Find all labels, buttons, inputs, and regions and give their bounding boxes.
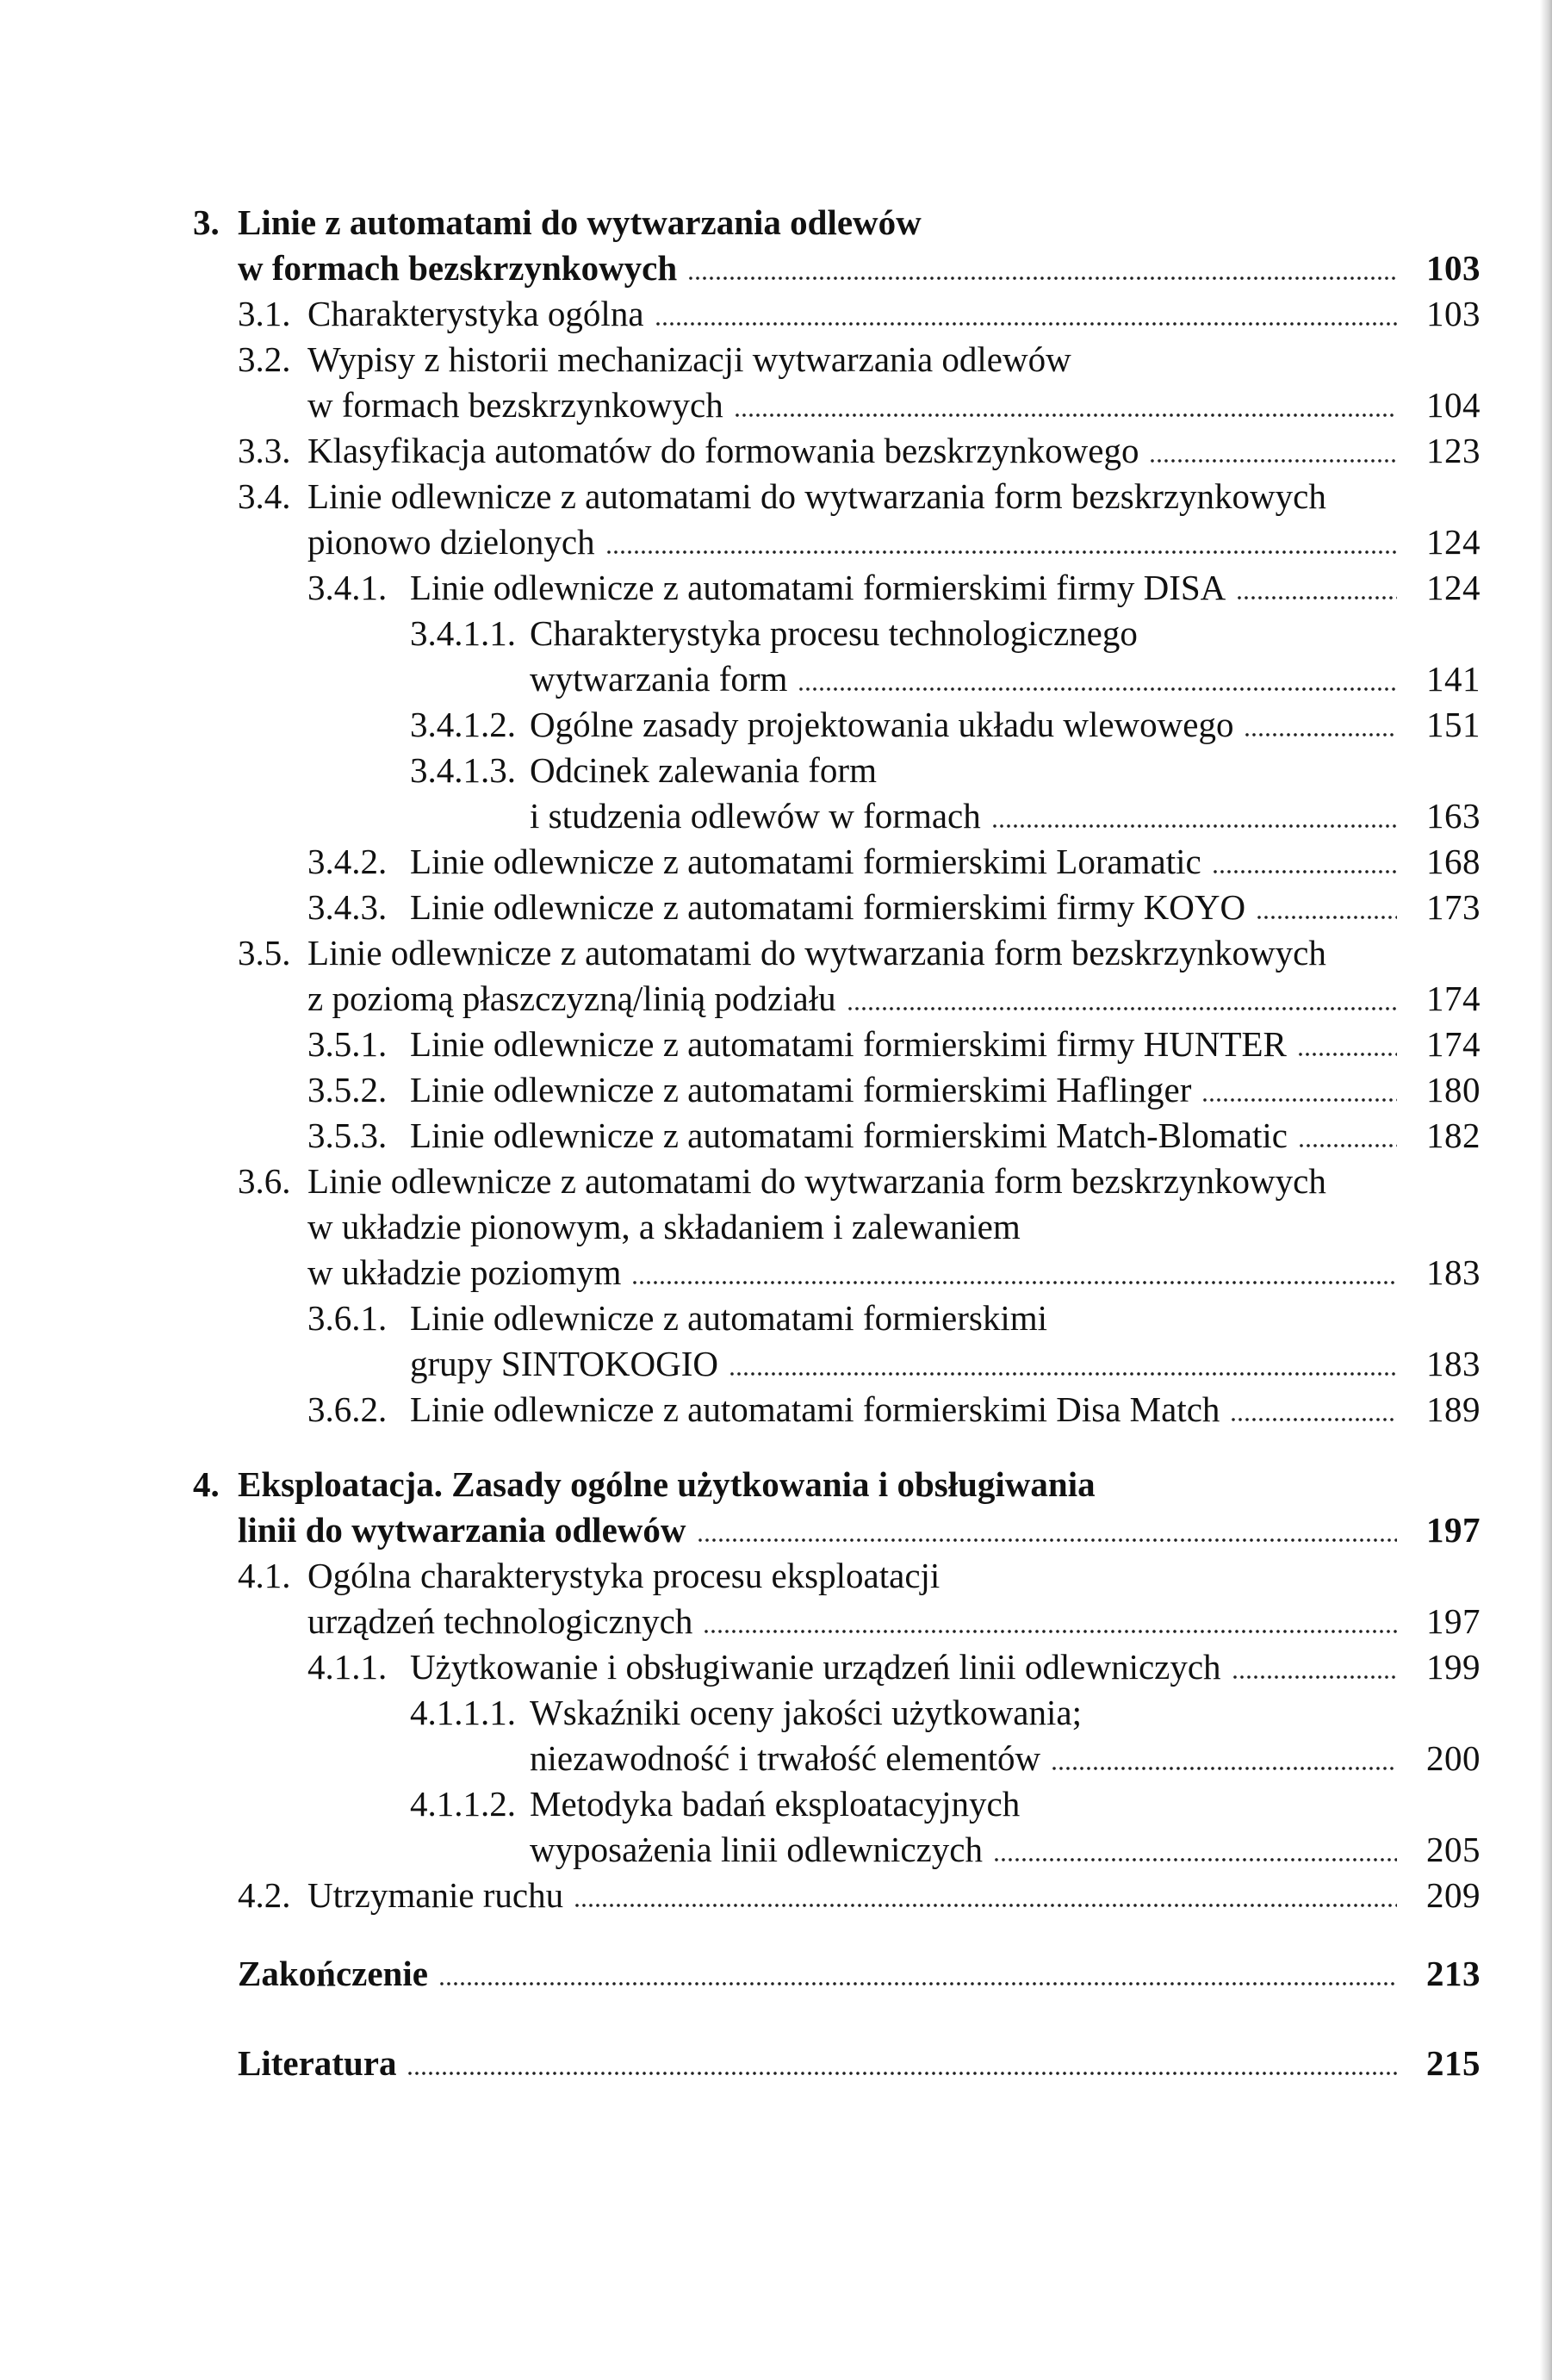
toc-entry-3-5[interactable] — [0, 930, 1481, 976]
toc-title: Linie odlewnicze z automatami formierskimi Match-Blomatic — [410, 1115, 1288, 1155]
dot-leader — [1212, 839, 1397, 885]
toc-entry-4-1-1-1[interactable] — [0, 1690, 1481, 1736]
toc-title: Użytkowanie i obsługiwanie urządzeń linii odlewniczych — [410, 1647, 1221, 1687]
toc-title: Metodyka badań eksploatacyjnych — [530, 1784, 1021, 1824]
toc-entry-3-4-1-1-cont[interactable] — [0, 656, 1481, 702]
toc-title: Linie odlewnicze z automatami formierskimi firmy KOYO — [410, 887, 1246, 927]
toc-title: Eksploatacja. Zasady ogólne użytkowania i obsługiwania — [238, 1464, 1096, 1504]
toc-entry-3-5-3[interactable] — [0, 1113, 1481, 1159]
toc-title: Linie odlewnicze z automatami formierskimi Disa Match — [410, 1389, 1220, 1429]
toc-entry-3-6-cont-1[interactable] — [0, 1204, 1481, 1250]
toc-page-number: 124 — [1426, 522, 1481, 562]
toc-title: Linie odlewnicze z automatami do wytwarzania form bezskrzynkowych — [307, 1161, 1326, 1201]
toc-title: Literatura — [238, 2043, 397, 2083]
toc-entry-3-cont[interactable] — [0, 245, 1481, 291]
toc-title: Utrzymanie ruchu — [307, 1875, 564, 1915]
toc-page-number: 189 — [1426, 1389, 1481, 1429]
toc-page-number: 163 — [1426, 796, 1481, 836]
toc-number: 3.4.3. — [307, 887, 388, 927]
toc-entry-4-1-1-2-cont[interactable] — [0, 1827, 1481, 1873]
toc-number: 4.1.1. — [307, 1647, 388, 1687]
dot-leader — [1201, 1067, 1397, 1113]
toc-entry-4-1-1-1-cont[interactable] — [0, 1736, 1481, 1781]
toc-number: 4.2. — [238, 1875, 291, 1915]
toc-page-number: 182 — [1426, 1115, 1481, 1155]
toc-title: niezawodność i trwałość elementów — [530, 1738, 1041, 1778]
toc-number: 3.5.3. — [307, 1115, 388, 1155]
toc-page-number: 174 — [1426, 1024, 1481, 1064]
toc-entry-literatura[interactable] — [0, 2041, 1481, 2086]
toc-entry-3-2-cont[interactable] — [0, 382, 1481, 428]
toc-number: 3.6.2. — [307, 1389, 388, 1429]
toc-title: Linie odlewnicze z automatami formierskimi Haflinger — [410, 1070, 1192, 1109]
toc-title: Charakterystyka procesu technologicznego — [530, 613, 1138, 653]
toc-number: 3. — [193, 202, 220, 242]
toc-title: z poziomą płaszczyzną/linią podziału — [307, 979, 836, 1018]
dot-leader — [1236, 565, 1397, 611]
toc-entry-3-5-2[interactable] — [0, 1067, 1481, 1113]
toc-number: 4.1.1.1. — [410, 1693, 516, 1732]
toc-entry-3[interactable] — [0, 200, 1481, 245]
dot-leader — [993, 1827, 1397, 1873]
toc-entry-3-4-1[interactable] — [0, 565, 1481, 611]
toc-title: wyposażenia linii odlewniczych — [530, 1830, 983, 1869]
dot-leader — [438, 1951, 1397, 1997]
toc-number: 3.5.2. — [307, 1070, 388, 1109]
dot-leader — [729, 1341, 1397, 1387]
dot-leader — [1232, 1644, 1397, 1690]
dot-leader — [687, 245, 1397, 291]
toc-page-number: 104 — [1426, 385, 1481, 425]
toc-entry-3-4-1-3[interactable] — [0, 748, 1481, 793]
dot-leader — [991, 793, 1397, 839]
dot-leader — [1298, 1113, 1397, 1159]
dot-leader — [1244, 702, 1397, 748]
toc-entry-4[interactable] — [0, 1462, 1481, 1507]
toc-page-number: 183 — [1426, 1252, 1481, 1292]
toc-number: 3.5. — [238, 933, 291, 973]
toc-page-number: 213 — [1426, 1954, 1481, 1993]
toc-page-number: 103 — [1426, 248, 1481, 288]
dot-leader — [1297, 1022, 1397, 1067]
toc-page-number: 174 — [1426, 979, 1481, 1018]
toc-entry-3-1[interactable] — [0, 291, 1481, 337]
toc-entry-3-4-1-2[interactable] — [0, 702, 1481, 748]
toc-title: Linie odlewnicze z automatami formierskimi firmy DISA — [410, 568, 1226, 607]
toc-title: wytwarzania form — [530, 659, 788, 699]
toc-entry-3-4-1-3-cont[interactable] — [0, 793, 1481, 839]
toc-number: 4.1.1.2. — [410, 1784, 516, 1824]
toc-title: w układzie pionowym, a składaniem i zalewaniem — [307, 1207, 1021, 1246]
toc-page-number: 183 — [1426, 1344, 1481, 1383]
toc-title: linii do wytwarzania odlewów — [238, 1510, 686, 1550]
toc-entry-4-1-cont[interactable] — [0, 1599, 1481, 1644]
toc-number: 3.3. — [238, 431, 291, 470]
toc-page-number: 173 — [1426, 887, 1481, 927]
toc-number: 3.4. — [238, 476, 291, 516]
toc-entry-zakonczenie[interactable] — [0, 1951, 1481, 1997]
dot-leader — [631, 1250, 1397, 1296]
toc-entry-3-6[interactable] — [0, 1159, 1481, 1204]
toc-number: 3.1. — [238, 294, 291, 333]
toc-number: 3.6.1. — [307, 1298, 388, 1338]
toc-entry-4-1-1-2[interactable] — [0, 1781, 1481, 1827]
toc-entry-3-3[interactable] — [0, 428, 1481, 474]
toc-number: 4.1. — [238, 1556, 291, 1595]
toc-entry-3-6-cont-2[interactable] — [0, 1250, 1481, 1296]
toc-title: Linie odlewnicze z automatami formierskimi firmy HUNTER — [410, 1024, 1287, 1064]
dot-leader — [847, 976, 1397, 1022]
toc-page-number: 215 — [1426, 2043, 1481, 2083]
toc-page-number: 141 — [1426, 659, 1481, 699]
toc-entry-3-4-2[interactable] — [0, 839, 1481, 885]
toc-page-number: 205 — [1426, 1830, 1481, 1869]
toc-title: w formach bezskrzynkowych — [307, 385, 723, 425]
dot-leader — [1051, 1736, 1397, 1781]
toc-page-number: 151 — [1426, 705, 1481, 744]
dot-leader — [605, 519, 1397, 565]
dot-leader — [703, 1599, 1397, 1644]
toc-number: 3.5.1. — [307, 1024, 388, 1064]
toc-page-number: 123 — [1426, 431, 1481, 470]
dot-leader — [697, 1507, 1397, 1553]
toc-number: 3.4.1.3. — [410, 750, 516, 790]
toc-entry-3-2[interactable] — [0, 337, 1481, 382]
toc-number: 3.4.1.2. — [410, 705, 516, 744]
toc-page-number: 103 — [1426, 294, 1481, 333]
toc-entry-3-4-1-1[interactable] — [0, 611, 1481, 656]
toc-title: Zakończenie — [238, 1954, 428, 1993]
toc-entry-3-4[interactable] — [0, 474, 1481, 519]
toc-title: urządzeń technologicznych — [307, 1601, 693, 1641]
dot-leader — [407, 2041, 1397, 2086]
toc-title: grupy SINTOKOGIO — [410, 1344, 718, 1383]
toc-number: 3.2. — [238, 339, 291, 379]
toc-entry-4-2[interactable] — [0, 1873, 1481, 1918]
toc-title: Linie odlewnicze z automatami formierskimi — [410, 1298, 1048, 1338]
toc-title: Charakterystyka ogólna — [307, 294, 644, 333]
toc-page-number: 209 — [1426, 1875, 1481, 1915]
dot-leader — [798, 656, 1397, 702]
toc-title: Ogólna charakterystyka procesu eksploatacji — [307, 1556, 941, 1595]
dot-leader — [574, 1873, 1397, 1918]
dot-leader — [1256, 885, 1397, 930]
toc-title: Linie odlewnicze z automatami do wytwarzania form bezskrzynkowych — [307, 933, 1326, 973]
dot-leader — [1230, 1387, 1397, 1432]
toc-entry-3-6-1[interactable] — [0, 1296, 1481, 1341]
toc-number: 3.4.1. — [307, 568, 388, 607]
toc-number: 3.6. — [238, 1161, 291, 1201]
toc-entry-4-1-1[interactable] — [0, 1644, 1481, 1690]
toc-entry-4-cont[interactable] — [0, 1507, 1481, 1553]
toc-title: pionowo dzielonych — [307, 522, 595, 562]
toc-page-number: 180 — [1426, 1070, 1481, 1109]
toc-number: 3.4.1.1. — [410, 613, 516, 653]
toc-entry-3-6-1-cont[interactable] — [0, 1341, 1481, 1387]
toc-page-number: 168 — [1426, 842, 1481, 881]
toc-title: Linie z automatami do wytwarzania odlewów — [238, 202, 922, 242]
toc-title: w układzie poziomym — [307, 1252, 622, 1292]
toc-page-number: 199 — [1426, 1647, 1481, 1687]
toc-entry-3-5-1[interactable] — [0, 1022, 1481, 1067]
toc-number: 3.4.2. — [307, 842, 388, 881]
toc-page-number: 124 — [1426, 568, 1481, 607]
toc-title: Odcinek zalewania form — [530, 750, 877, 790]
toc-page-number: 197 — [1426, 1510, 1481, 1550]
toc-entry-3-5-cont[interactable] — [0, 976, 1481, 1022]
toc-number: 4. — [193, 1464, 220, 1504]
toc-title: Klasyfikacja automatów do formowania bezskrzynkowego — [307, 431, 1139, 470]
dot-leader — [655, 291, 1397, 337]
toc-page-number: 197 — [1426, 1601, 1481, 1641]
toc-entry-4-1[interactable] — [0, 1553, 1481, 1599]
toc-page-number: 200 — [1426, 1738, 1481, 1778]
dot-leader — [734, 382, 1397, 428]
toc-title: i studzenia odlewów w formach — [530, 796, 981, 836]
toc-entry-3-6-2[interactable] — [0, 1387, 1481, 1432]
toc-title: Wypisy z historii mechanizacji wytwarzania odlewów — [307, 339, 1071, 379]
toc-entry-3-4-cont[interactable] — [0, 519, 1481, 565]
toc-entry-3-4-3[interactable] — [0, 885, 1481, 930]
toc-title: Wskaźniki oceny jakości użytkowania; — [530, 1693, 1082, 1732]
toc-title: Ogólne zasady projektowania układu wlewowego — [530, 705, 1234, 744]
dot-leader — [1149, 428, 1397, 474]
toc-title: w formach bezskrzynkowych — [238, 248, 678, 288]
toc-title: Linie odlewnicze z automatami do wytwarzania form bezskrzynkowych — [307, 476, 1326, 516]
toc-title: Linie odlewnicze z automatami formierskimi Loramatic — [410, 842, 1201, 881]
